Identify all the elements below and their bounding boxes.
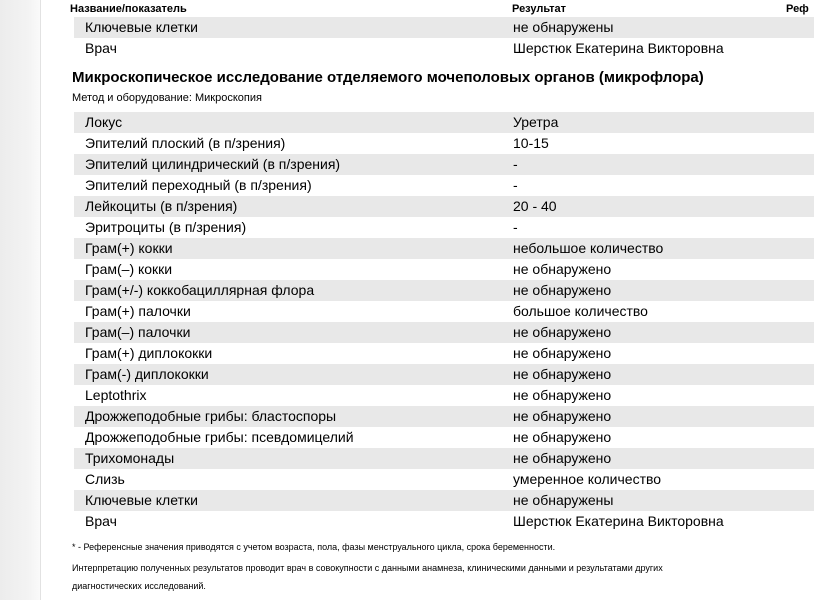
table-row (74, 385, 814, 406)
row-name: Эритроциты (в п/зрения) (85, 219, 247, 235)
row-name: Грам(-) диплококки (85, 366, 209, 382)
table-row (74, 511, 814, 532)
row-value: не обнаружено (513, 387, 612, 403)
table-row (74, 17, 814, 38)
table-row (74, 196, 814, 217)
method-value: Микроскопия (195, 92, 262, 104)
row-value: Шерстюк Екатерина Викторовна (513, 40, 724, 56)
table-row (74, 259, 814, 280)
method-label: Метод и оборудование: (72, 92, 192, 104)
table-row (74, 448, 814, 469)
table-row (74, 175, 814, 196)
row-value: 20 - 40 (513, 198, 557, 214)
table-row (74, 133, 814, 154)
table-row (74, 322, 814, 343)
table-row (74, 301, 814, 322)
row-value: Шерстюк Екатерина Викторовна (513, 513, 724, 529)
method-line (72, 92, 262, 104)
row-value: не обнаружено (513, 282, 612, 298)
row-name: Слизь (85, 471, 125, 487)
row-value: большое количество (513, 303, 648, 319)
row-name: Грам(+) кокки (85, 240, 173, 256)
table-row (74, 280, 814, 301)
row-value: не обнаружено (513, 429, 612, 445)
row-value: не обнаружено (513, 324, 612, 340)
row-value: не обнаружено (513, 345, 612, 361)
row-name: Грам(+) палочки (85, 303, 191, 319)
table-row (74, 112, 814, 133)
row-name: Эпителий цилиндрический (в п/зрения) (85, 156, 341, 172)
row-name: Дрожжеподобные грибы: псевдомицелий (85, 429, 354, 445)
row-value: не обнаружено (513, 261, 612, 277)
row-value: небольшое количество (513, 240, 664, 256)
table-row (74, 238, 814, 259)
table-header (70, 0, 814, 16)
interpretation-note-line2: диагностических исследований. (72, 581, 206, 591)
row-name: Врач (85, 513, 117, 529)
row-name: Ключевые клетки (85, 19, 198, 35)
row-name: Локус (85, 114, 123, 130)
row-value: - (513, 219, 518, 235)
row-name: Грам(+/-) коккобациллярная флора (85, 282, 315, 298)
row-name: Эпителий переходный (в п/зрения) (85, 177, 312, 193)
row-value: - (513, 177, 518, 193)
table-row (74, 217, 814, 238)
row-value: - (513, 156, 518, 172)
header-ref: Реф (786, 3, 809, 15)
table-row (74, 38, 814, 59)
table-row (74, 490, 814, 511)
row-name: Врач (85, 40, 117, 56)
row-name: Дрожжеподобные грибы: бластоспоры (85, 408, 337, 424)
row-value: не обнаружено (513, 450, 612, 466)
table-row (74, 343, 814, 364)
row-name: Лейкоциты (в п/зрения) (85, 198, 238, 214)
row-name: Ключевые клетки (85, 492, 198, 508)
row-name: Грам(+) диплококки (85, 345, 213, 361)
table-row (74, 469, 814, 490)
row-name: Эпителий плоский (в п/зрения) (85, 135, 286, 151)
page-margin (0, 0, 41, 600)
header-name: Название/показатель (70, 3, 187, 15)
row-value: не обнаружено (513, 366, 612, 382)
interpretation-note-line1: Интерпретацию полученных результатов проводит врач в совокупности с данными анамнеза, клиническими данными и результатами других (72, 563, 663, 573)
row-value: не обнаружены (513, 492, 614, 508)
reference-footnote: * - Референсные значения приводятся с учетом возраста, пола, фазы менструального цикла, срока беременности. (72, 542, 556, 552)
row-value: не обнаружено (513, 408, 612, 424)
table-row (74, 406, 814, 427)
row-value: умеренное количество (513, 471, 662, 487)
row-value: не обнаружены (513, 19, 614, 35)
row-name: Leptothrix (85, 387, 147, 403)
row-value: Уретра (513, 114, 559, 130)
row-name: Грам(–) кокки (85, 261, 173, 277)
section-title: Микроскопическое исследование отделяемого мочеполовых органов (микрофлора) (72, 69, 704, 86)
header-result: Результат (512, 3, 567, 15)
table-row (74, 154, 814, 175)
table-row (74, 364, 814, 385)
row-name: Трихомонады (85, 450, 175, 466)
row-name: Грам(–) палочки (85, 324, 191, 340)
table-row (74, 427, 814, 448)
row-value: 10-15 (513, 135, 549, 151)
